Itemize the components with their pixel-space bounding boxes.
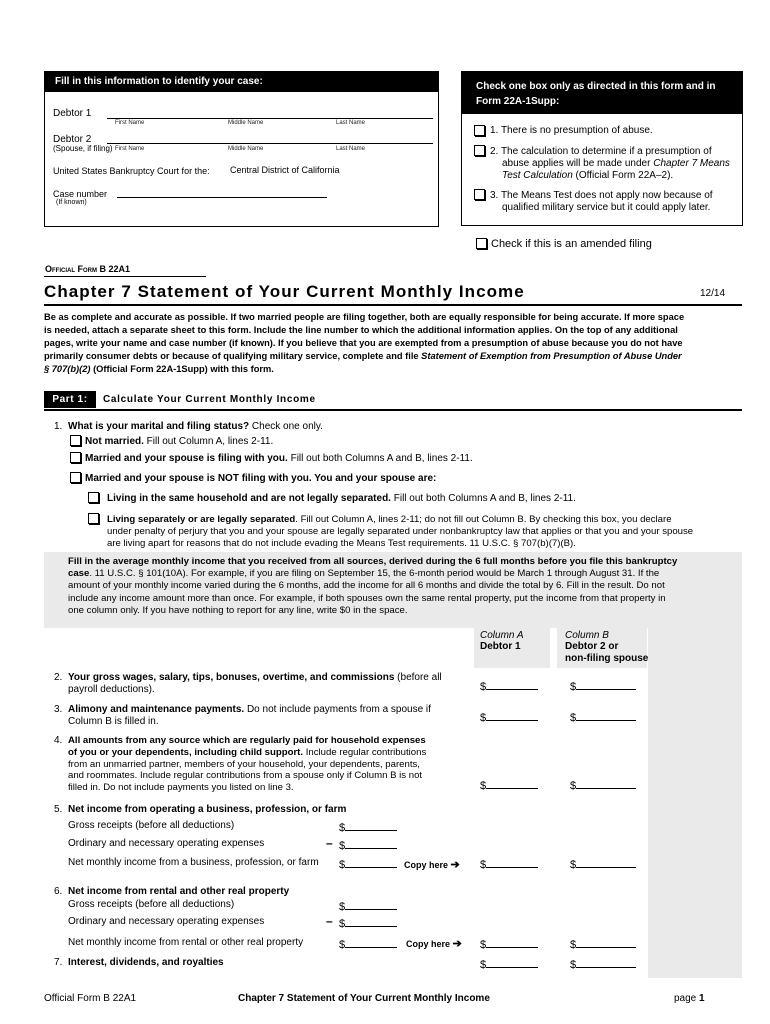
- spouse-if-filing-label: (Spouse, if filing): [53, 144, 113, 153]
- q5-column-b-field[interactable]: $: [570, 857, 636, 871]
- q6-gross-field[interactable]: $: [339, 899, 397, 913]
- column-b-title: Column B: [565, 630, 609, 641]
- q2-column-b-field[interactable]: $: [570, 679, 636, 693]
- no-presumption-checkbox[interactable]: [474, 125, 485, 136]
- form-label-underline: [44, 276, 206, 277]
- q5-net-field[interactable]: $: [339, 857, 397, 871]
- q6-ordinary-field[interactable]: $: [339, 916, 397, 930]
- q3-label: Alimony and maintenance payments. Do not include payments from a spouse if Column B is filled in.: [68, 704, 431, 727]
- calculation-checkbox[interactable]: [474, 145, 485, 156]
- debtor2-name-line[interactable]: [107, 143, 433, 144]
- middle-name-caption: Middle Name: [228, 120, 264, 126]
- court-value[interactable]: Central District of California: [230, 165, 340, 175]
- q5-column-a-field[interactable]: $: [480, 857, 538, 871]
- same-household-label: Living in the same household and are not legally separated. Fill out both Columns A and B, lines 2-11.: [107, 493, 576, 504]
- debtor1-label: Debtor 1: [53, 108, 92, 119]
- form-label: Official Form B 22A1: [45, 264, 131, 274]
- q5-number: 5.: [54, 804, 63, 815]
- living-separately-checkbox[interactable]: [88, 513, 99, 524]
- part1-title: Calculate Your Current Monthly Income: [103, 394, 316, 405]
- q7-number: 7.: [54, 957, 63, 968]
- instructions-text: Fill in the average monthly income that you received from all sources, derived during the 6 full months before you file this bankruptcy case. 11 U.S.C. § 101(10A). For example, if you are filing on September 15, the 6-month period would be March 1 through August 31. If the amount of your monthly income varied during the 6 months, add the income for all 6 months and divide the total by 6. Fill in the result. Do not include any income amount more than once. For example, if both spouses own the same rental property, put the income from that property in one column only. If you have nothing to report for any line, write $0 in the space.: [68, 556, 678, 616]
- q5-net-label: Net monthly income from a business, profession, or farm: [68, 857, 319, 868]
- q1-number: 1.: [54, 421, 63, 432]
- title-rule: [44, 304, 742, 306]
- q4-column-a-field[interactable]: $: [480, 778, 538, 792]
- not-married-label: Not married. Fill out Column A, lines 2-11.: [85, 436, 274, 447]
- married-spouse-filing-checkbox[interactable]: [70, 452, 81, 463]
- presumption-header: Check one box only as directed in this form and in Form 22A-1Supp:: [462, 72, 742, 114]
- q6-gross-label: Gross receipts (before all deductions): [68, 899, 235, 910]
- no-presumption-label: 1. There is no presumption of abuse.: [490, 125, 653, 136]
- amended-filing-label: Check if this is an amended filing: [491, 238, 652, 250]
- q6-label: Net income from rental and other real property: [68, 886, 290, 897]
- calculation-label: 2. The calculation to determine if a presumption of abuse applies will be made under Chapter 7 Means Test Calculation (Official Form 22A–2).: [490, 146, 730, 181]
- living-separately-label: Living separately or are legally separated. Fill out Column A, lines 2-11; do not fill out Column B. By checking this box, you declare under penalty of perjury that you and your spouse are legally separated under nonbankruptcy law that applies or that you and your spouse are living apart for reasons that do not include evading the Means Test requirements. 11 U.S.C. § 707(b)(7)(B).: [107, 514, 694, 549]
- last-name-caption: Last Name: [336, 120, 366, 126]
- q2-number: 2.: [54, 672, 63, 683]
- amended-filing-checkbox[interactable]: [476, 238, 487, 249]
- form-version: 12/14: [700, 288, 726, 299]
- q6-number: 6.: [54, 886, 63, 897]
- footer-form-name: Official Form B 22A1: [44, 993, 137, 1004]
- means-test-not-apply-checkbox[interactable]: [474, 189, 485, 200]
- q5-label: Net income from operating a business, profession, or farm: [68, 804, 347, 815]
- q1-question: What is your marital and filing status? Check one only.: [68, 421, 323, 432]
- q6-ordinary-label: Ordinary and necessary operating expenses: [68, 916, 265, 927]
- column-b-subtitle: Debtor 2 or non-filing spouse: [565, 641, 649, 664]
- q2-label: Your gross wages, salary, tips, bonuses, overtime, and commissions (before all payroll deductions).: [68, 672, 442, 695]
- q6-column-a-field[interactable]: $: [480, 937, 538, 951]
- q4-label: All amounts from any source which are regularly paid for household expenses of you or your dependents, including child support. Include regular contributions from an unmarried partner, members of your household, your dependents, parents, and roommates. Include regular contributions from a spouse only if Column B is not filled in. Do not include payments you listed on line 3.: [68, 735, 427, 794]
- q3-column-a-field[interactable]: $: [480, 710, 538, 724]
- q2-column-a-field[interactable]: $: [480, 679, 538, 693]
- married-spouse-not-filing-checkbox[interactable]: [70, 472, 81, 483]
- arrow-right-icon: ➔: [452, 938, 462, 950]
- q3-number: 3.: [54, 704, 63, 715]
- arrow-right-icon: ➔: [450, 859, 460, 871]
- q6-net-field[interactable]: $: [339, 937, 397, 951]
- same-household-checkbox[interactable]: [88, 492, 99, 503]
- column-a-title: Column A: [480, 630, 524, 641]
- not-married-checkbox[interactable]: [70, 435, 81, 446]
- q4-number: 4.: [54, 735, 63, 746]
- q5-gross-field[interactable]: $: [339, 820, 397, 834]
- q5-gross-label: Gross receipts (before all deductions): [68, 820, 235, 831]
- q5-ordinary-label: Ordinary and necessary operating expenses: [68, 838, 265, 849]
- part1-tag: Part 1:: [44, 391, 96, 408]
- married-spouse-not-filing-label: Married and your spouse is NOT filing with you. You and your spouse are:: [85, 473, 437, 484]
- intro-text: Be as complete and accurate as possible. If two married people are filing together, both are equally responsible for being accurate. If more space is needed, attach a separate sheet to this form. Include the line number to which the additional information applies. On the top of any additional pages, write your name and case number (if known). If you believe that you are exempted from a presumption of abuse because you do not have primarily consumer debts or because of qualifying military service, complete and file Statement of Exemption from Presumption of Abuse Under § 707(b)(2) (Official Form 22A-1Supp) with this form.: [44, 312, 685, 374]
- debtor1-name-line[interactable]: [107, 118, 433, 119]
- q7-label: Interest, dividends, and royalties: [68, 957, 224, 968]
- case-number-line[interactable]: [117, 197, 327, 198]
- footer-title: Chapter 7 Statement of Your Current Monthly Income: [238, 993, 490, 1004]
- q6-column-b-field[interactable]: $: [570, 937, 636, 951]
- first-name-caption-2: First Name: [115, 146, 145, 152]
- debtor2-label: Debtor 2: [53, 134, 92, 145]
- part1-rule: [44, 409, 742, 411]
- q4-column-b-field[interactable]: $: [570, 778, 636, 792]
- case-number-label: Case number: [53, 189, 108, 199]
- middle-name-caption-2: Middle Name: [228, 146, 264, 152]
- q5-ordinary-field[interactable]: $: [339, 838, 397, 852]
- q6-copy-here: Copy here ➔: [406, 938, 462, 950]
- column-band: [648, 628, 742, 978]
- column-a-subtitle: Debtor 1: [480, 641, 521, 652]
- q5-minus: –: [326, 836, 333, 850]
- first-name-caption: First Name: [115, 120, 145, 126]
- court-label: United States Bankruptcy Court for the:: [53, 166, 210, 176]
- q6-minus: –: [326, 914, 333, 928]
- married-spouse-filing-label: Married and your spouse is filing with you. Fill out both Columns A and B, lines 2-11.: [85, 453, 473, 464]
- means-test-not-apply-label: 3. The Means Test does not apply now because of qualified military service but it could apply later.: [490, 190, 713, 213]
- q7-column-b-field[interactable]: $: [570, 957, 636, 971]
- footer-page: page 1: [674, 993, 705, 1004]
- case-info-header: Fill in this information to identify your case:: [45, 72, 438, 92]
- last-name-caption-2: Last Name: [336, 146, 366, 152]
- q3-column-b-field[interactable]: $: [570, 710, 636, 724]
- q7-column-a-field[interactable]: $: [480, 957, 538, 971]
- page-title: Chapter 7 Statement of Your Current Monthly Income: [44, 282, 525, 301]
- q6-net-label: Net monthly income from rental or other real property: [68, 937, 304, 948]
- q5-copy-here: Copy here ➔: [404, 859, 460, 871]
- if-known-label: (If known): [56, 199, 87, 206]
